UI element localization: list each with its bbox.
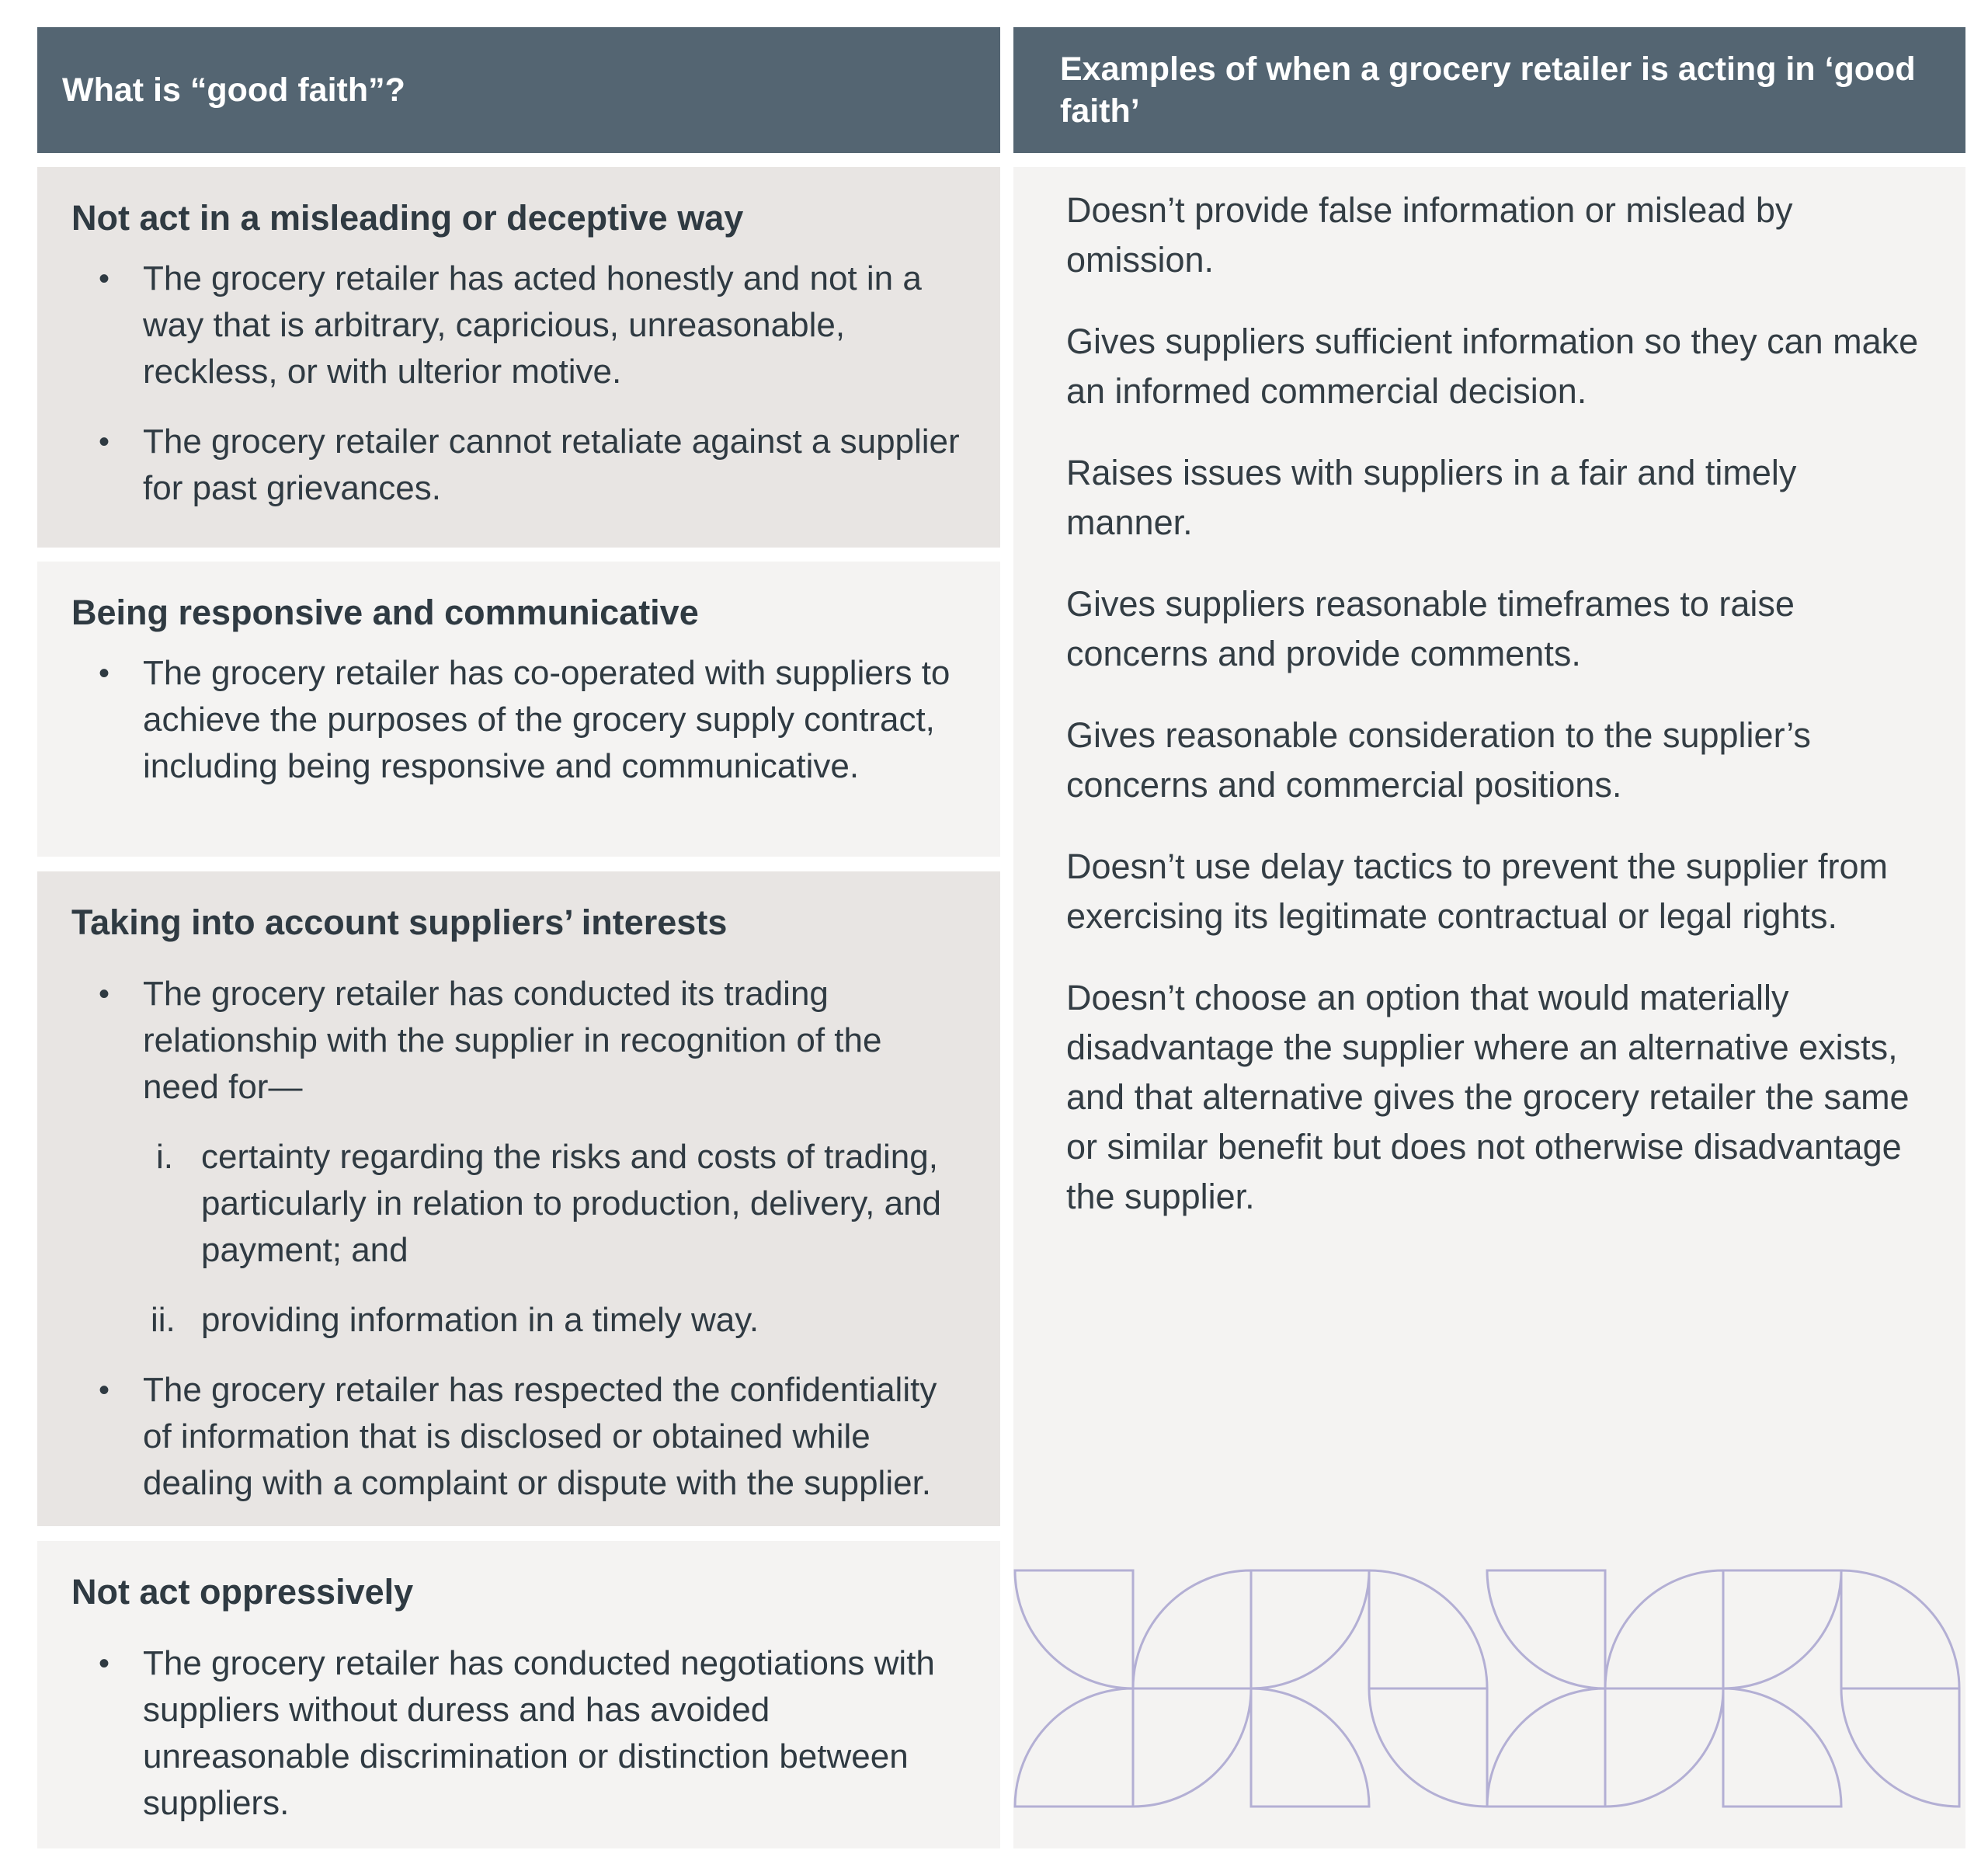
- example-item: Gives reasonable consideration to the supplier’s concerns and commercial positions.: [1066, 715, 1811, 805]
- sub-item-marker: ii.: [151, 1301, 176, 1339]
- section-title: Being responsive and communicative: [71, 593, 699, 632]
- list-item: [37, 650, 966, 790]
- sub-list-item: [37, 1297, 966, 1344]
- list-item: [37, 971, 966, 1111]
- section-responsive: [37, 562, 1000, 857]
- pattern-tile: [1369, 1570, 1487, 1688]
- example-item: Raises issues with suppliers in a fair and timely manner.: [1066, 453, 1797, 542]
- pattern-tile: [1487, 1570, 1605, 1688]
- sub-item-text: certainty regarding the risks and costs of trading, particularly in relation to production, delivery, and payment; and: [201, 1138, 942, 1269]
- pattern-tile: [1487, 1688, 1605, 1807]
- section-title: Not act in a misleading or deceptive way: [71, 198, 744, 238]
- header-left-label: What is “good faith”?: [62, 71, 405, 109]
- bullet-text: The grocery retailer has conducted its trading relationship with the supplier in recognition of the need for—: [143, 975, 882, 1106]
- pattern-tile: [1369, 1688, 1487, 1807]
- bullet-icon: •: [99, 1373, 110, 1407]
- pattern-tile: [1605, 1570, 1723, 1688]
- pattern-tile: [1723, 1688, 1841, 1807]
- pattern-tile: [1605, 1688, 1723, 1807]
- header-what-is-good-faith: [37, 27, 1000, 153]
- example-item: Gives suppliers sufficient information so they can make an informed commercial decision.: [1066, 322, 1919, 411]
- pattern-tile: [1723, 1570, 1841, 1688]
- section-title: Taking into account suppliers’ interests: [71, 902, 728, 942]
- section-oppressively: [37, 1541, 1000, 1848]
- example-item: Doesn’t choose an option that would materially disadvantage the supplier where an alternative exists, and that alternative gives the grocery retailer the same or similar benefit but does not otherwise disadvantage the supplier.: [1066, 978, 1910, 1216]
- example-item: Doesn’t use delay tactics to prevent the supplier from exercising its legitimate contractual or legal rights.: [1066, 847, 1889, 936]
- bullet-text: The grocery retailer has conducted negotiations with suppliers without duress and has avoided unreasonable discrimination or distinction between suppliers.: [143, 1644, 935, 1822]
- bullet-text: The grocery retailer has respected the confidentiality of information that is disclosed or obtained while dealing with a complaint or dispute with the supplier.: [143, 1371, 937, 1502]
- bullet-text: The grocery retailer cannot retaliate against a supplier for past grievances.: [143, 423, 960, 507]
- bullet-icon: •: [99, 656, 110, 690]
- pattern-tile: [1015, 1688, 1133, 1807]
- section-title: Not act oppressively: [71, 1572, 414, 1612]
- header-examples: [1013, 27, 1965, 153]
- pattern-tile: [1015, 1570, 1133, 1688]
- bullet-text: The grocery retailer has co-operated with suppliers to achieve the purposes of the grocery supply contract, including being responsive and communicative.: [143, 654, 951, 785]
- list-item: [37, 256, 966, 395]
- list-item: [37, 1367, 966, 1507]
- header-right-label: Examples of when a grocery retailer is acting in ‘good faith’: [1060, 50, 1916, 130]
- sub-item-text: providing information in a timely way.: [201, 1301, 759, 1339]
- pattern-tile: [1841, 1688, 1959, 1807]
- bullet-icon: •: [99, 262, 110, 296]
- bullet-icon: •: [99, 425, 110, 459]
- example-item: Doesn’t provide false information or mislead by omission.: [1066, 190, 1793, 280]
- bullet-icon: •: [99, 1647, 110, 1681]
- decorative-quarter-circle-pattern: [1013, 1569, 1965, 1810]
- pattern-tile: [1251, 1570, 1369, 1688]
- list-item: [37, 419, 966, 512]
- sub-list-item: [37, 1134, 966, 1274]
- bullet-icon: •: [99, 977, 110, 1011]
- section-misleading: [37, 167, 1000, 548]
- pattern-tile: [1133, 1688, 1251, 1807]
- sub-item-marker: i.: [156, 1138, 173, 1176]
- bullet-text: The grocery retailer has acted honestly and not in a way that is arbitrary, capricious, unreasonable, reckless, or with ulterior motive.: [143, 259, 922, 391]
- pattern-tile: [1841, 1570, 1959, 1688]
- list-item: [37, 1640, 966, 1827]
- example-item: Gives suppliers reasonable timeframes to raise concerns and provide comments.: [1066, 584, 1795, 673]
- section-suppliers-interests: [37, 871, 1000, 1526]
- pattern-tile: [1133, 1570, 1251, 1688]
- pattern-tile: [1251, 1688, 1369, 1807]
